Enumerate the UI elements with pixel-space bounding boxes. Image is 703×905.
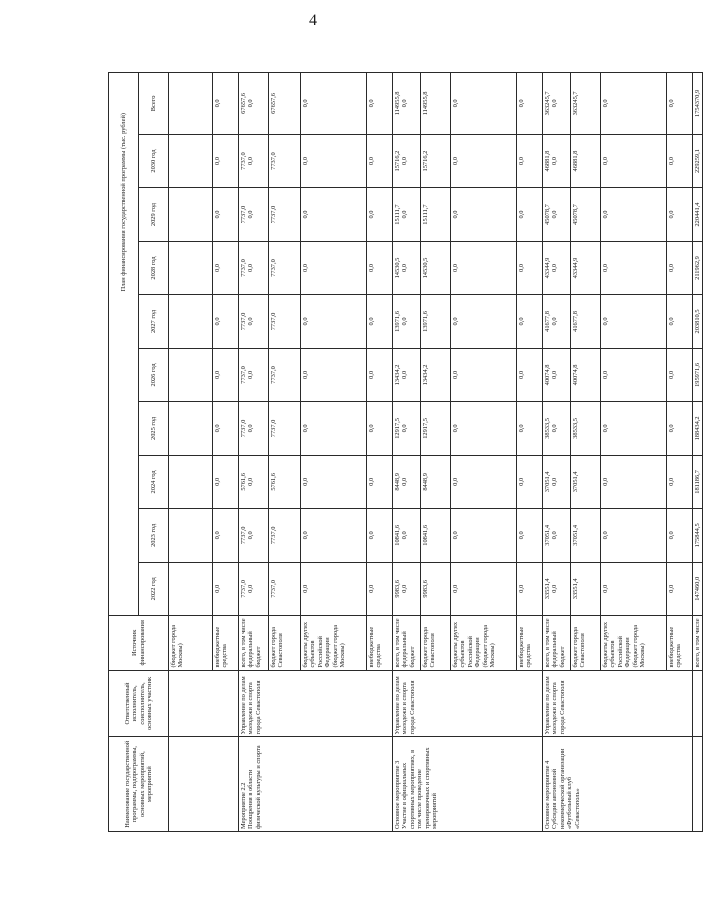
cell-amount: 43344,9 xyxy=(571,241,601,294)
cell-amount: 38533,5 xyxy=(571,402,601,455)
cell-amount: 0,0 xyxy=(601,134,667,187)
cell-total: 1754370,9 xyxy=(693,73,703,135)
cell-amount: 0,0 xyxy=(213,348,239,401)
cell-amount: 40074,8 0,0 xyxy=(543,348,571,401)
cell-amount: 0,0 xyxy=(213,402,239,455)
cell-source: всего, в том числе федеральный бюджет xyxy=(543,616,571,671)
cell-amount: 0,0 xyxy=(667,562,693,615)
cell-amount: 5761,6 0,0 xyxy=(239,455,269,508)
cell-amount: 0,0 xyxy=(517,348,543,401)
cell-source: всего, в том числе федеральный бюджет xyxy=(393,616,421,671)
header-year: 2027 год xyxy=(139,295,169,348)
cell-total: 0,0 xyxy=(601,73,667,135)
cell-amount xyxy=(169,562,213,615)
cell-amount xyxy=(169,348,213,401)
cell-amount: 37051,4 0,0 xyxy=(543,455,571,508)
cell-amount: 0,0 xyxy=(367,134,393,187)
cell-source: внебюджетные средства xyxy=(367,616,393,671)
cell-amount: 0,0 xyxy=(601,562,667,615)
cell-responsible: Управление по делам молодежи и спорта города Севастополя xyxy=(543,670,693,737)
cell-amount: 37051,4 0,0 xyxy=(543,509,571,562)
header-year: 2025 год xyxy=(139,402,169,455)
cell-amount: 220441,4 xyxy=(693,188,703,241)
cell-amount: 0,0 xyxy=(601,348,667,401)
cell-amount: 0,0 xyxy=(517,295,543,348)
header-name: Наименование государственной программы, подпрограммы, основных мероприятий, мероприятий xyxy=(109,737,169,832)
cell-responsible: Управление по делам молодежи и спорта города Севастополя xyxy=(393,670,543,737)
cell-total: 114955,8 xyxy=(421,73,451,135)
cell-amount: 33551,4 0,0 xyxy=(543,562,571,615)
cell-total: 0,0 xyxy=(451,73,517,135)
cell-amount: 0,0 xyxy=(301,402,367,455)
header-source: Источник финансирования xyxy=(109,616,169,671)
cell-amount: 7737,0 xyxy=(269,562,301,615)
cell-amount: 0,0 xyxy=(367,455,393,508)
cell-source: (бюджет города Москвы) xyxy=(169,616,213,671)
header-plan: План финансирования государственной программы (тыс. рублей) xyxy=(109,73,139,616)
header-year: 2029 год xyxy=(139,188,169,241)
cell-total: 67657,6 xyxy=(269,73,301,135)
cell-amount: 8448,9 0,0 xyxy=(393,455,421,508)
cell-amount: 0,0 xyxy=(601,509,667,562)
cell-amount: 0,0 xyxy=(213,562,239,615)
cell-program-name: Мероприятие 2.2 Поощрения в области физической культуры и спорта xyxy=(239,737,393,832)
cell-amount: 0,0 xyxy=(213,295,239,348)
cell-amount: 147460,0 xyxy=(693,562,703,615)
cell-amount: 0,0 xyxy=(451,241,517,294)
cell-amount: 211962,9 xyxy=(693,241,703,294)
cell-amount: 0,0 xyxy=(667,402,693,455)
cell-source: всего, в том числе федеральный бюджет xyxy=(239,616,269,671)
cell-amount: 0,0 xyxy=(367,295,393,348)
cell-amount: 12917,5 0,0 xyxy=(393,402,421,455)
cell-amount: 41677,8 0,0 xyxy=(543,295,571,348)
cell-amount: 14530,5 0,0 xyxy=(393,241,421,294)
cell-amount: 0,0 xyxy=(601,295,667,348)
cell-amount: 0,0 xyxy=(301,509,367,562)
cell-amount: 7737,0 0,0 xyxy=(239,562,269,615)
cell-source: бюджет города Севастополя xyxy=(571,616,601,671)
cell-amount: 0,0 xyxy=(367,188,393,241)
cell-amount: 12917,5 xyxy=(421,402,451,455)
cell-amount: 40074,8 xyxy=(571,348,601,401)
cell-total: 0,0 xyxy=(301,73,367,135)
cell-amount: 7737,0 0,0 xyxy=(239,295,269,348)
cell-amount: 0,0 xyxy=(667,348,693,401)
cell-amount: 37051,4 xyxy=(571,509,601,562)
cell-amount: 0,0 xyxy=(451,348,517,401)
cell-amount: 14530,5 xyxy=(421,241,451,294)
cell-amount: 0,0 xyxy=(213,455,239,508)
cell-total: 114955,8 0,0 xyxy=(393,73,421,135)
cell-amount: 8448,9 xyxy=(421,455,451,508)
cell-amount xyxy=(169,134,213,187)
cell-amount: 41677,8 xyxy=(571,295,601,348)
cell-amount: 0,0 xyxy=(517,455,543,508)
header-year: 2030 год xyxy=(139,134,169,187)
financing-table xyxy=(108,72,703,832)
cell-amount: 195971,6 xyxy=(693,348,703,401)
cell-amount: 0,0 xyxy=(451,562,517,615)
cell-amount: 0,0 xyxy=(601,188,667,241)
cell-amount: 0,0 xyxy=(667,241,693,294)
header-row-1 xyxy=(109,73,139,832)
cell-responsible: Управление по делам молодежи и спорта города Севастополя xyxy=(239,670,393,737)
table-row xyxy=(393,73,421,832)
cell-amount: 0,0 xyxy=(301,348,367,401)
cell-amount: 43344,9 0,0 xyxy=(543,241,571,294)
rotated-table-frame xyxy=(108,72,701,832)
cell-amount: 10841,6 0,0 xyxy=(393,509,421,562)
cell-program-name: Основное мероприятие 4 Субсидия автономной некоммерческой организации «Футбольный клуб «Севастополь» xyxy=(543,737,693,832)
cell-amount: 0,0 xyxy=(667,134,693,187)
cell-amount: 7737,0 0,0 xyxy=(239,134,269,187)
cell-amount: 181186,7 xyxy=(693,455,703,508)
header-year: 2023 год xyxy=(139,509,169,562)
cell-amount: 46881,8 0,0 xyxy=(543,134,571,187)
cell-amount: 45078,7 xyxy=(571,188,601,241)
cell-amount: 0,0 xyxy=(451,295,517,348)
cell-source: внебюджетные средства xyxy=(517,616,543,671)
cell-total: 67657,6 0,0 xyxy=(239,73,269,135)
table-row xyxy=(239,73,269,832)
cell-amount: 0,0 xyxy=(667,455,693,508)
cell-amount: 33551,4 xyxy=(571,562,601,615)
cell-amount: 7737,0 0,0 xyxy=(239,348,269,401)
cell-total: 0,0 xyxy=(213,73,239,135)
cell-amount: 7737,0 xyxy=(269,188,301,241)
cell-amount: 0,0 xyxy=(667,295,693,348)
cell-amount: 45078,7 0,0 xyxy=(543,188,571,241)
cell-amount: 188434,2 xyxy=(693,402,703,455)
header-year: 2022 год xyxy=(139,562,169,615)
cell-program-name xyxy=(169,737,239,832)
cell-amount: 7737,0 xyxy=(269,402,301,455)
cell-amount: 7737,0 xyxy=(269,295,301,348)
cell-total xyxy=(169,73,213,135)
cell-amount: 0,0 xyxy=(301,134,367,187)
cell-amount: 15716,2 xyxy=(421,134,451,187)
cell-total: 0,0 xyxy=(517,73,543,135)
cell-amount: 0,0 xyxy=(213,509,239,562)
cell-amount: 0,0 xyxy=(517,402,543,455)
cell-amount: 0,0 xyxy=(367,241,393,294)
cell-source: бюджеты других субъектов Российской Федерации (бюджет города Москвы) xyxy=(451,616,517,671)
cell-source: всего, в том числе xyxy=(693,616,703,671)
cell-amount: 13971,6 0,0 xyxy=(393,295,421,348)
cell-source: бюджеты других субъектов Российской Федерации (бюджет города Москвы) xyxy=(301,616,367,671)
cell-amount: 0,0 xyxy=(451,188,517,241)
table-row xyxy=(169,73,213,832)
cell-total: 0,0 xyxy=(367,73,393,135)
cell-amount: 7737,0 xyxy=(269,134,301,187)
cell-amount: 0,0 xyxy=(367,348,393,401)
header-year: 2028 год xyxy=(139,241,169,294)
cell-amount: 0,0 xyxy=(517,509,543,562)
cell-amount: 0,0 xyxy=(601,241,667,294)
cell-source: внебюджетные средства xyxy=(213,616,239,671)
cell-amount: 15716,2 0,0 xyxy=(393,134,421,187)
cell-source: бюджет города Севастополя xyxy=(269,616,301,671)
cell-amount: 0,0 xyxy=(451,455,517,508)
cell-amount: 0,0 xyxy=(301,455,367,508)
cell-total: 363245,7 xyxy=(571,73,601,135)
cell-amount: 10841,6 xyxy=(421,509,451,562)
cell-responsible xyxy=(169,670,239,737)
cell-amount: 13971,6 xyxy=(421,295,451,348)
cell-amount: 0,0 xyxy=(517,188,543,241)
cell-amount: 7737,0 0,0 xyxy=(239,241,269,294)
cell-amount xyxy=(169,402,213,455)
cell-amount: 7737,0 0,0 xyxy=(239,509,269,562)
cell-amount: 0,0 xyxy=(517,134,543,187)
cell-amount: 0,0 xyxy=(517,562,543,615)
cell-amount: 0,0 xyxy=(213,188,239,241)
cell-amount: 0,0 xyxy=(451,134,517,187)
cell-total: 363245,7 0,0 xyxy=(543,73,571,135)
cell-amount xyxy=(169,455,213,508)
cell-amount: 46881,8 xyxy=(571,134,601,187)
table-row xyxy=(693,73,703,832)
cell-amount: 0,0 xyxy=(301,241,367,294)
cell-amount: 0,0 xyxy=(367,402,393,455)
cell-amount: 0,0 xyxy=(301,562,367,615)
cell-amount: 37051,4 xyxy=(571,455,601,508)
cell-amount xyxy=(169,509,213,562)
cell-amount: 7737,0 0,0 xyxy=(239,402,269,455)
cell-amount: 38533,5 0,0 xyxy=(543,402,571,455)
table-row xyxy=(543,73,571,832)
cell-amount: 229259,1 xyxy=(693,134,703,187)
cell-responsible xyxy=(693,670,703,737)
cell-amount: 7737,0 xyxy=(269,348,301,401)
cell-amount: 7737,0 xyxy=(269,509,301,562)
table-body xyxy=(169,73,703,832)
header-total: Всего xyxy=(139,73,169,135)
cell-amount: 0,0 xyxy=(451,402,517,455)
cell-amount: 0,0 xyxy=(451,509,517,562)
cell-amount: 0,0 xyxy=(367,509,393,562)
cell-amount xyxy=(169,188,213,241)
cell-amount: 15111,7 xyxy=(421,188,451,241)
cell-program-name xyxy=(693,737,703,832)
cell-amount: 0,0 xyxy=(667,509,693,562)
cell-source: бюджет города Севастополя xyxy=(421,616,451,671)
cell-amount xyxy=(169,295,213,348)
rotated-table-container xyxy=(108,72,701,832)
cell-amount: 9983,6 xyxy=(421,562,451,615)
cell-amount: 0,0 xyxy=(213,241,239,294)
cell-amount: 0,0 xyxy=(213,134,239,187)
cell-amount: 0,0 xyxy=(301,295,367,348)
header-responsible: Ответственный исполнитель, соисполнитель, основных участник xyxy=(109,670,169,737)
cell-amount xyxy=(169,241,213,294)
cell-amount: 9983,6 0,0 xyxy=(393,562,421,615)
cell-amount: 0,0 xyxy=(367,562,393,615)
cell-amount: 15111,7 0,0 xyxy=(393,188,421,241)
header-year: 2026 год xyxy=(139,348,169,401)
cell-amount: 175844,5 xyxy=(693,509,703,562)
cell-amount: 13434,2 xyxy=(421,348,451,401)
cell-program-name: Основное мероприятие 3 Участие в официальных спортивных мероприятиях, в том числе проведение тренировочных и спортивных мероприятий xyxy=(393,737,543,832)
cell-amount: 203810,5 xyxy=(693,295,703,348)
cell-amount: 5761,6 xyxy=(269,455,301,508)
cell-amount: 7737,0 xyxy=(269,241,301,294)
header-year: 2024 год xyxy=(139,455,169,508)
cell-amount: 0,0 xyxy=(601,402,667,455)
cell-amount: 7737,0 0,0 xyxy=(239,188,269,241)
cell-amount: 0,0 xyxy=(601,455,667,508)
cell-source: внебюджетные средства xyxy=(667,616,693,671)
cell-amount: 0,0 xyxy=(667,188,693,241)
cell-total: 0,0 xyxy=(667,73,693,135)
cell-source: бюджеты других субъектов Российской Федерации (бюджет города Москвы) xyxy=(601,616,667,671)
cell-amount: 13434,2 0,0 xyxy=(393,348,421,401)
cell-amount: 0,0 xyxy=(301,188,367,241)
cell-amount: 0,0 xyxy=(517,241,543,294)
page-number: 4 xyxy=(309,12,317,29)
